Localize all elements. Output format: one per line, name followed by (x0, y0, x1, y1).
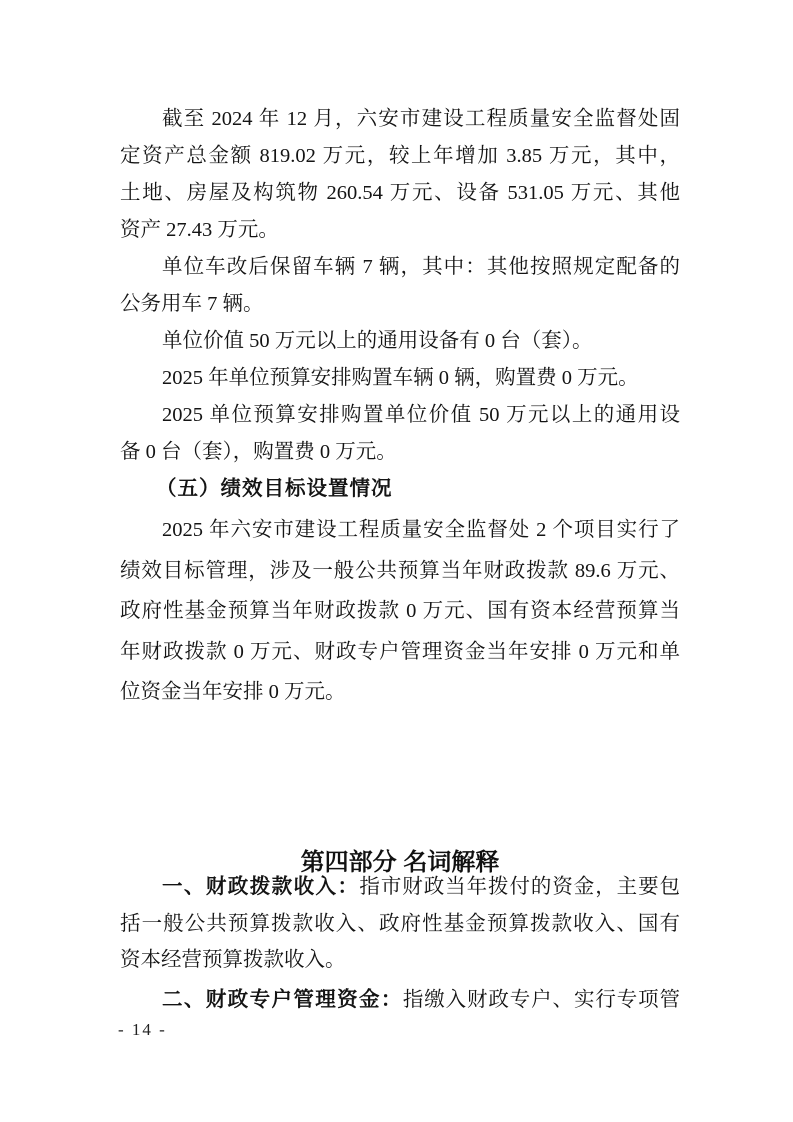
paragraph-fixed-assets-line: 定资产总金额 819.02 万元，较上年增加 3.85 万元，其中， (120, 145, 680, 167)
paragraph-vehicles-line: 单位车改后保留车辆 7 辆，其中：其他按照规定配备的 (162, 256, 680, 278)
paragraph-vehicles-line: 公务用车 7 辆。 (120, 293, 264, 315)
paragraph-equipment-budget-line: 备 0 台（套），购置费 0 万元。 (120, 441, 397, 463)
term1-definition-start: 指市财政当年拨付的资金，主要包 (359, 876, 681, 898)
paragraph-equipment-budget-line: 2025 单位预算安排购置单位价值 50 万元以上的通用设 (162, 404, 680, 426)
paragraph-term1-line (120, 869, 680, 906)
paragraph-equipment-line: 单位价值 50 万元以上的通用设备有 0 台（套）。 (162, 330, 593, 352)
paragraph-fixed-assets-line: 土地、房屋及构筑物 260.54 万元、设备 531.05 万元、其他 (120, 182, 680, 204)
paragraph-performance-line: 2025 年六安市建设工程质量安全监督处 2 个项目实行了 (162, 519, 680, 541)
paragraph-term1-line: 括一般公共预算拨款收入、政府性基金预算拨款收入、国有 (120, 912, 680, 935)
paragraph-fixed-assets-line: 截至 2024 年 12 月，六安市建设工程质量安全监督处固 (162, 108, 680, 130)
paragraph-performance-line: 绩效目标管理，涉及一般公共预算当年财政拨款 89.6 万元、 (120, 559, 680, 582)
part4-title: 第四部分 名词解释 (300, 849, 500, 877)
paragraph-performance-line: 政府性基金预算当年财政拨款 0 万元、国有资本经营预算当 (120, 600, 680, 622)
term2-lead-label: 二、财政专户管理资金： (162, 988, 403, 1011)
section-term-special-account (120, 982, 680, 1019)
section-assets-and-procurement (120, 101, 680, 508)
heading-performance-targets: （五）绩效目标设置情况 (156, 478, 393, 500)
term1-lead-label: 一、财政拨款收入： (162, 875, 360, 898)
paragraph-term2-line (120, 982, 680, 1019)
paragraph-fixed-assets-line: 资产 27.43 万元。 (120, 219, 279, 241)
section-performance-targets (120, 510, 680, 713)
paragraph-vehicle-budget-line: 2025 年单位预算安排购置车辆 0 辆，购置费 0 万元。 (162, 367, 639, 389)
paragraph-term1-line: 资本经营预算拨款收入。 (120, 949, 346, 971)
paragraph-performance-line: 年财政拨款 0 万元、财政专户管理资金当年安排 0 万元和单 (120, 640, 680, 663)
paragraph-performance-line: 位资金当年安排 0 万元。 (120, 681, 346, 703)
page-number: - 14 - (118, 1020, 167, 1039)
section-term-finance-income (120, 869, 680, 979)
term2-definition-start: 指缴入财政专户、实行专项管 (402, 989, 681, 1011)
